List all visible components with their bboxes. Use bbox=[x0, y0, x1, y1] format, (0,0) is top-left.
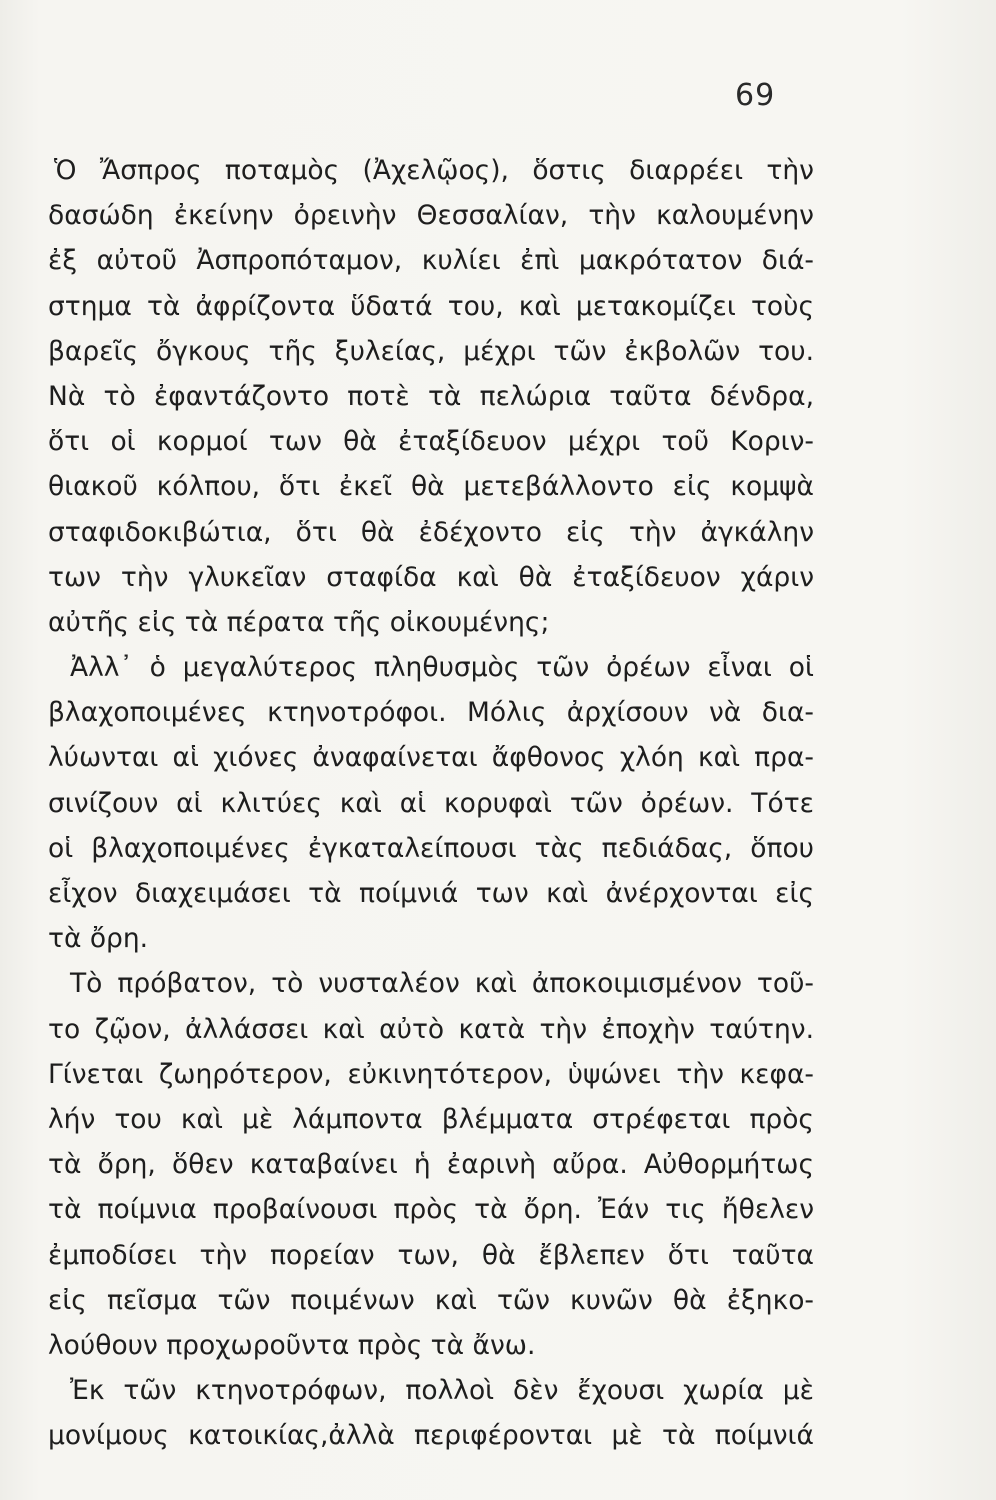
text-line: ἐξ αὐτοῦ Ἀσπροπόταμον, κυλίει ἐπὶ μακρότατον διά- bbox=[48, 245, 814, 277]
text-line: εἰς πεῖσμα τῶν ποιμένων καὶ τῶν κυνῶν θὰ ἐξηκο- bbox=[48, 1284, 814, 1316]
text-line: εἶχον διαχειμάσει τὰ ποίμνιά των καὶ ἀνέρχονται εἰς bbox=[48, 878, 814, 909]
text-line: μονίμους κατοικίας,ἀλλὰ περιφέρονται μὲ τὰ ποίμνιά bbox=[48, 1420, 814, 1452]
text-line: δασώδη ἐκείνην ὀρεινὴν Θεσσαλίαν, τὴν καλουμένην bbox=[48, 200, 814, 232]
text-line: τὰ ὄρη, ὅθεν καταβαίνει ἡ ἐαρινὴ αὔρα. Αὐθορμήτως bbox=[48, 1149, 814, 1181]
text-line: Νὰ τὸ ἐφαντάζοντο ποτὲ τὰ πελώρια ταῦτα δένδρα, bbox=[48, 380, 814, 412]
text-line: βαρεῖς ὄγκους τῆς ξυλείας, μέχρι τῶν ἐκβολῶν του. bbox=[48, 335, 814, 367]
text-line: λύωνται αἱ χιόνες ἀναφαίνεται ἄφθονος χλόη καὶ πρα- bbox=[48, 742, 814, 774]
text-line: αὐτῆς εἰς τὰ πέρατα τῆς οἰκουμένης; bbox=[48, 606, 550, 638]
text-line: Ἐκ τῶν κτηνοτρόφων, πολλοὶ δὲν ἔχουσι χωρία μὲ bbox=[70, 1375, 814, 1407]
page-number: 69 bbox=[735, 78, 776, 113]
text-line: οἱ βλαχοποιμένες ἐγκαταλείπουσι τὰς πεδιάδας, ὅπου bbox=[48, 832, 814, 864]
text-line: Τὸ πρόβατον, τὸ νυσταλέον καὶ ἀποκοιμισμένον τοῦ- bbox=[70, 968, 814, 1000]
text-line: το ζῷον, ἀλλάσσει καὶ αὐτὸ κατὰ τὴν ἐποχὴν ταύτην. bbox=[48, 1013, 814, 1045]
text-line: Ὁ Ἄσπρος ποταμὸς (Ἀχελῷος), ὅστις διαρρέει τὴν bbox=[54, 155, 814, 186]
text-line: ὅτι οἱ κορμοί των θὰ ἐταξίδευον μέχρι τοῦ Κοριν- bbox=[48, 426, 814, 458]
text-line: τὰ ποίμνια προβαίνουσι πρὸς τὰ ὄρη. Ἐάν τις ἤθελεν bbox=[48, 1194, 814, 1226]
text-line: σταφιδοκιβώτια, ὅτι θὰ ἐδέχοντο εἰς τὴν ἀγκάλην bbox=[48, 516, 814, 548]
body-text bbox=[48, 148, 814, 1458]
text-line: λούθουν προχωροῦντα πρὸς τὰ ἄνω. bbox=[48, 1329, 536, 1361]
text-line: Γίνεται ζωηρότερον, εὐκινητότερον, ὑψώνει τὴν κεφα- bbox=[48, 1058, 814, 1090]
text-line: τὰ ὄρη. bbox=[48, 923, 149, 955]
text-line: ἐμποδίσει τὴν πορείαν των, θὰ ἔβλεπεν ὅτι ταῦτα bbox=[48, 1239, 814, 1271]
text-line: στημα τὰ ἀφρίζοντα ὕδατά του, καὶ μετακομίζει τοὺς bbox=[48, 290, 814, 322]
text-line: θιακοῦ κόλπου, ὅτι ἐκεῖ θὰ μετεβάλλοντο εἰς κομψὰ bbox=[48, 471, 814, 503]
text-line: των τὴν γλυκεῖαν σταφίδα καὶ θὰ ἐταξίδευον χάριν bbox=[48, 561, 814, 593]
text-line: Ἀλλ᾽ ὁ μεγαλύτερος πληθυσμὸς τῶν ὀρέων εἶναι οἱ bbox=[70, 652, 814, 684]
text-line: σινίζουν αἱ κλιτύες καὶ αἱ κορυφαὶ τῶν ὀρέων. Τότε bbox=[48, 787, 814, 819]
text-line: λήν του καὶ μὲ λάμποντα βλέμματα στρέφεται πρὸς bbox=[48, 1103, 814, 1135]
text-line: βλαχοποιμένες κτηνοτρόφοι. Μόλις ἀρχίσουν νὰ δια- bbox=[48, 697, 814, 729]
